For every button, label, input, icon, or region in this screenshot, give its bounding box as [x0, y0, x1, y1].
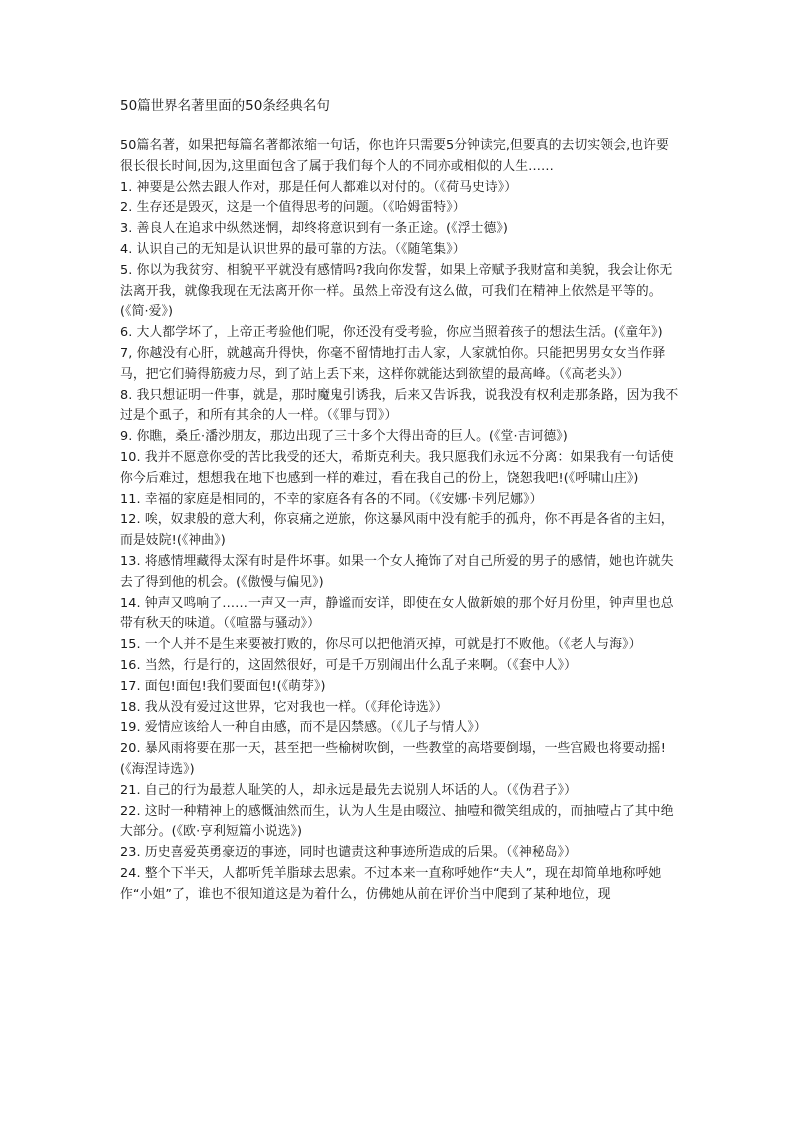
quote-item: 6. 大人都学坏了，上帝正考验他们呢，你还没有受考验，你应当照着孩子的想法生活。(《童年》): [120, 325, 663, 341]
intro-paragraph: 50篇名著，如果把每篇名著都浓缩一句话，你也许只需要5分钟读完,但要真的去切实领会,也许要很长很长时间,因为,这里面包含了属于我们每个人的不同亦或相似的人生……: [120, 138, 669, 174]
quote-item: 9. 你瞧，桑丘·潘沙朋友，那边出现了三十多个大得出奇的巨人。(《堂·吉诃德》): [120, 429, 568, 445]
quote-item: 13. 将感情埋藏得太深有时是件坏事。如果一个女人掩饰了对自己所爱的男子的感情，她也许就失去了得到他的机会。(《傲慢与偏见》): [120, 553, 674, 590]
document-title: 50篇世界名著里面的50条经典名句: [120, 98, 330, 114]
quote-item: 5. 你以为我贫穷、相貌平平就没有感情吗?我向你发誓，如果上帝赋予我财富和美貌，我会让你无法离开我，就像我现在无法离开你一样。虽然上帝没有这么做，可我们在精神上依然是平等的。(《简·爱》): [120, 262, 673, 320]
quote-item: 19. 爱情应该给人一种自由感，而不是囚禁感。（《儿子与情人》）: [120, 720, 487, 736]
quote-item: 10. 我并不愿意你受的苦比我受的还大，希斯克利夫。我只愿我们永远不分离：如果我有一句话使你今后难过，想想我在地下也感到一样的难过，看在我自己的份上，饶恕我吧!(《呼啸山庄》): [120, 449, 674, 486]
quote-item: 15. 一个人并不是生来要被打败的，你尽可以把他消灭掉，可就是打不败他。（《老人与海》）: [120, 637, 642, 653]
quote-item: 23. 历史喜爱英勇豪迈的事迹，同时也谴责这种事迹所造成的后果。（《神秘岛》）: [120, 845, 578, 861]
quote-item: 14. 钟声又鸣响了……一声又一声，静谧而安详，即使在女人做新娘的那个好月份里，钟声里也总带有秋天的味道。（《喧嚣与骚动》）: [120, 595, 674, 632]
quote-item: 3. 善良人在追求中纵然迷惘，却终将意识到有一条正途。(《浮士德》): [120, 221, 508, 237]
document-page: [120, 96, 680, 905]
quote-item: 22. 这时一种精神上的感慨油然而生，认为人生是由啜泣、抽噎和微笑组成的，而抽噎占了其中绝大部分。(《欧·亨利短篇小说选》): [120, 803, 674, 840]
quote-item: 4. 认识自己的无知是认识世界的最可靠的方法。（《随笔集》）: [120, 241, 466, 257]
quote-item: 8. 我只想证明一件事，就是，那时魔鬼引诱我，后来又告诉我，说我没有权利走那条路，因为我不过是个虱子，和所有其余的人一样。（《罪与罚》）: [120, 387, 679, 424]
quote-item: 1. 神要是公然去跟人作对，那是任何人都难以对付的。（《荷马史诗》）: [120, 179, 518, 195]
quote-item: 2. 生存还是毁灭，这是一个值得思考的问题。（《哈姆雷特》）: [120, 200, 466, 216]
quote-item: 12. 唉，奴隶般的意大利，你哀痛之逆旅，你这暴风雨中没有舵手的孤舟，你不再是各省的主妇，而是妓院!(《神曲》): [120, 512, 674, 549]
quote-item: 21. 自己的行为最惹人耻笑的人，却永远是最先去说别人坏话的人。（《伪君子》）: [120, 782, 578, 798]
document-body: [120, 136, 680, 905]
quote-item: 16. 当然，行是行的，这固然很好，可是千万别闹出什么乱子来啊。（《套中人》）: [120, 657, 578, 673]
quote-item: 20. 暴风雨将要在那一天，甚至把一些榆树吹倒，一些教堂的高塔要倒塌，一些宫殿也将要动摇!(《海涅诗选》): [120, 741, 666, 777]
quote-item: 11. 幸福的家庭是相同的，不幸的家庭各有各的不同。（《安娜·卡列尼娜》）: [120, 491, 543, 507]
quote-item: 17. 面包!面包!我们要面包!(《萌芽》): [120, 678, 326, 694]
quote-item: 24. 整个下半天，人都听凭羊脂球去思索。不过本来一直称呼她作“夫人”，现在却简单地称呼她作“小姐”了，谁也不很知道这是为着什么，仿佛她从前在评价当中爬到了某种地位，现: [120, 865, 662, 902]
quote-item: 7, 你越没有心肝，就越高升得快，你毫不留情地打击人家，人家就怕你。只能把男男女女当作驿马，把它们骑得筋疲力尽，到了站上丢下来，这样你就能达到欲望的最高峰。（《高老头》）: [120, 345, 666, 382]
quote-item: 18. 我从没有爱过这世界，它对我也一样。（《拜伦诗选》）: [120, 699, 449, 715]
